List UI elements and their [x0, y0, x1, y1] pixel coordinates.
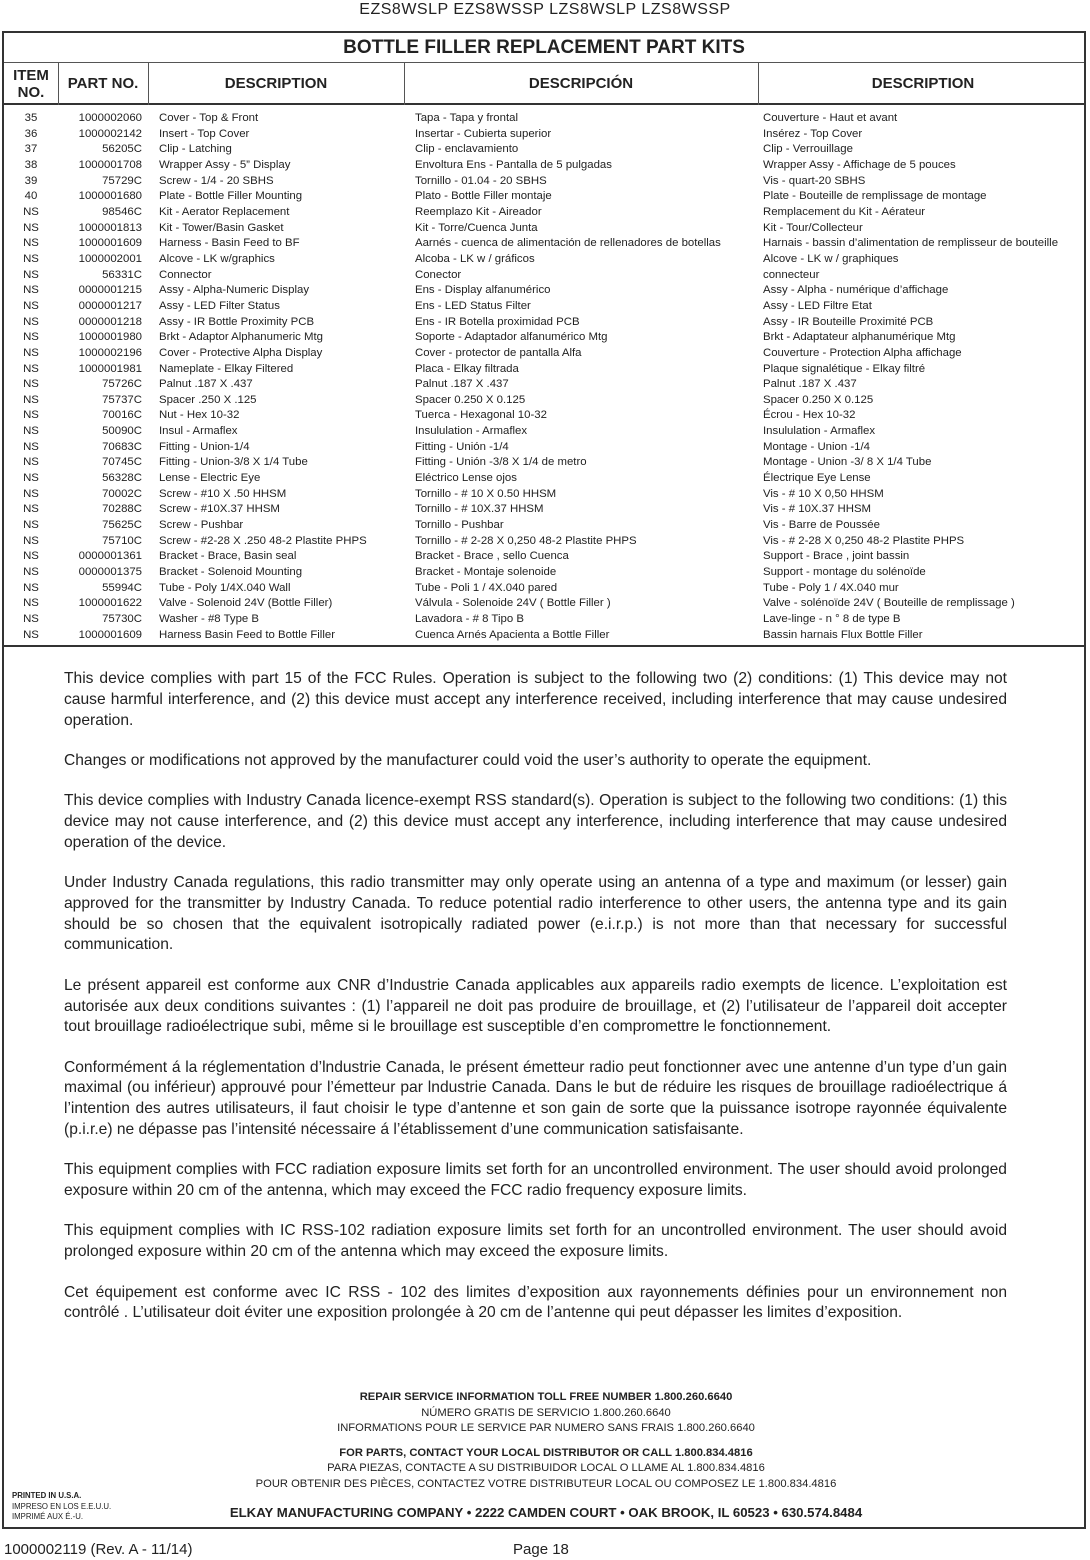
description-fr-cell: Écrou - Hex 10-32: [763, 409, 856, 422]
header-description-es: DESCRIPCIÓN: [528, 75, 634, 92]
description-en-cell: Screw - Pushbar: [159, 519, 244, 532]
description-fr-cell: Insululation - Armaflex: [763, 425, 876, 438]
item-number-cell: NS: [23, 597, 39, 610]
description-fr-cell: Montage - Union -1/4: [763, 440, 871, 453]
part-number-cell: 0000001217: [78, 299, 142, 312]
notice-paragraph: Le présent appareil est conforme aux CNR d’Industrie Canada applicables aux appareils radio exempts de licence. L’exploitation est autorisée aux deux conditions suivantes : (1) l’appareil ne doit pas produire de brouillage, et (2) l’utilisateur de l’appareil doit accepter tout brouillage radioélectrique subi, même si le brouillage est susceptible d’en compromettre le fonctionnement.: [64, 976, 1007, 1036]
description-es-cell: Tornillo - # 10X.37 HHSM: [415, 503, 544, 516]
item-number-cell: 35: [24, 112, 38, 124]
description-es-cell: Soporte - Adaptador alfanumérico Mtg: [415, 331, 608, 344]
description-fr-cell: Couverture - Protection Alpha affichage: [763, 346, 962, 359]
description-fr-cell: Insérez - Top Cover: [763, 127, 863, 140]
parts-line-fr: POUR OBTENIR DES PIÈCES, CONTACTEZ VOTRE DISTRIBUTEUR LOCAL OU COMPOSEZ LE 1.800.834.4816: [255, 1477, 837, 1490]
part-number-cell: 1000001981: [78, 362, 142, 375]
description-fr-cell: Vis - # 10X.37 HHSM: [763, 503, 872, 516]
parts-line-es: PARA PIEZAS, CONTACTE A SU DISTRIBUIDOR LOCAL O LLAME AL 1.800.834.4816: [327, 1462, 765, 1474]
description-en-cell: Insert - Top Cover: [159, 127, 250, 140]
printed-es: IMPRESO EN LOS E.E.U.U.: [12, 1501, 112, 1511]
part-number-cell: 70745C: [102, 456, 142, 469]
description-en-cell: Screw - 1/4 - 20 SBHS: [159, 174, 274, 187]
service-information: [4, 1390, 1088, 1492]
repair-line-es: NÚMERO GRATIS DE SERVICIO 1.800.260.6640: [421, 1406, 671, 1419]
description-es-cell: Tapa - Tapa y frontal: [415, 112, 518, 124]
description-en-cell: Spacer .250 X .125: [159, 393, 257, 406]
table-bottom-rule: [4, 645, 1084, 647]
item-number-cell: NS: [23, 362, 39, 375]
page-number: Page 18: [513, 1541, 569, 1558]
description-fr-cell: Tube - Poly 1 / 4X.040 mur: [763, 581, 899, 594]
item-number-cell: NS: [23, 409, 39, 422]
description-es-cell: Tornillo - 01.04 - 20 SBHS: [415, 174, 547, 187]
description-fr-cell: connecteur: [763, 268, 820, 281]
description-fr-cell: Harnais - bassin d’alimentation de remplisseur de bouteille: [763, 237, 1059, 250]
item-number-cell: NS: [23, 284, 39, 297]
description-en-cell: Assy - IR Bottle Proximity PCB: [159, 315, 315, 328]
printed-fr: IMPRIMÉ AUX É.-U.: [12, 1512, 84, 1522]
notice-paragraph: This device complies with part 15 of the FCC Rules. Operation is subject to the following two (2) conditions: (1) This device may not cause harmful interference, and (2) this device must accept any interference received, including interference that may cause undesired operation.: [64, 670, 1007, 729]
description-fr-cell: Kit - Tour/Collecteur: [763, 221, 863, 234]
part-number-cell: 1000001609: [78, 628, 142, 641]
part-number-cell: 1000001622: [78, 597, 142, 610]
description-es-cell: Tornillo - Pushbar: [415, 519, 504, 532]
description-fr-cell: Palnut .187 X .437: [763, 378, 857, 391]
part-number-cell: 98546C: [102, 205, 142, 218]
description-en-cell: Assy - LED Filter Status: [159, 299, 280, 312]
header-item-no: ITEM NO.: [13, 66, 49, 101]
item-number-cell: NS: [23, 205, 39, 218]
description-fr-cell: Électrique Eye Lense: [763, 472, 871, 485]
part-number-cell: 75726C: [102, 378, 142, 391]
item-number-cell: 40: [24, 190, 38, 203]
part-number-cell: 1000001980: [78, 331, 142, 344]
description-es-cell: Eléctrico Lense ojos: [415, 472, 517, 485]
item-number-cell: NS: [23, 550, 39, 563]
description-es-cell: Plato - Bottle Filler montaje: [415, 190, 552, 203]
item-number-cell: NS: [23, 503, 39, 516]
part-number-cell: 56331C: [102, 268, 142, 281]
repair-line-en: REPAIR SERVICE INFORMATION TOLL FREE NUMBER 1.800.260.6640: [359, 1391, 733, 1403]
description-en-cell: Screw - #2-28 X .250 48-2 Plastite PHPS: [159, 534, 367, 547]
parts-table-frame: [2, 31, 1086, 1529]
part-number-cell: 0000001361: [78, 550, 142, 563]
description-en-cell: Lense - Electric Eye: [159, 472, 261, 485]
item-number-cell: NS: [23, 315, 39, 328]
description-en-cell: Insul - Armaflex: [159, 425, 238, 438]
item-number-cell: NS: [23, 566, 39, 579]
header-part-no: PART NO.: [67, 75, 139, 92]
column-divider: [58, 62, 59, 105]
part-number-cell: 0000001375: [78, 566, 142, 579]
item-number-cell: NS: [23, 237, 39, 250]
description-fr-cell: Plaque signalétique - Elkay filtré: [763, 362, 926, 375]
description-es-column: [415, 111, 760, 643]
item-number-cell: NS: [23, 331, 39, 344]
description-fr-cell: Brkt - Adaptateur alphanumérique Mtg: [763, 331, 956, 344]
table-body: [4, 111, 1084, 645]
part-number-cell: 75737C: [102, 393, 142, 406]
description-en-cell: Tube - Poly 1/4X.040 Wall: [159, 581, 291, 594]
description-fr-cell: Vis - quart-20 SBHS: [763, 174, 866, 187]
description-es-cell: Ens - LED Status Filter: [415, 299, 531, 312]
item-number-cell: NS: [23, 472, 39, 485]
description-fr-cell: Vis - Barre de Poussée: [763, 519, 880, 532]
part-number-cell: 1000002142: [78, 127, 142, 140]
description-es-cell: Fitting - Unión -1/4: [415, 440, 509, 453]
description-es-cell: Reemplazo Kit - Aireador: [415, 205, 542, 218]
item-number-cell: NS: [23, 252, 39, 265]
description-en-cell: Plate - Bottle Filler Mounting: [159, 190, 303, 203]
item-number-cell: NS: [23, 346, 39, 359]
description-fr-cell: Clip - Verrouillage: [763, 143, 853, 156]
description-fr-cell: Wrapper Assy - Affichage de 5 pouces: [763, 158, 956, 171]
description-en-cell: Wrapper Assy - 5” Display: [159, 158, 291, 171]
description-en-cell: Bracket - Solenoid Mounting: [159, 566, 303, 579]
description-fr-cell: Support - Brace , joint bassin: [763, 550, 910, 563]
notice-paragraph: Under Industry Canada regulations, this radio transmitter may only operate using an antenna of a type and maximum (or lesser) gain approved for the transmitter by Industry Canada. To reduce potential radio interference to other users, the antenna type and its gain should be so chosen that the equivalent isotropically radiated power (e.i.r.p.) is not more than that necessary for successful communication.: [64, 874, 1007, 954]
description-es-cell: Lavadora - # 8 Tipo B: [415, 613, 524, 625]
description-es-cell: Ens - Display alfanumérico: [415, 284, 551, 297]
column-divider: [758, 62, 759, 105]
item-number-cell: 38: [24, 158, 38, 171]
item-number-cell: NS: [23, 613, 39, 625]
part-number-cell: 75730C: [102, 613, 142, 625]
column-divider: [404, 62, 405, 105]
description-es-cell: Tornillo - # 2-28 X 0,250 48-2 Plastite PHPS: [415, 534, 637, 547]
description-es-cell: Bracket - Montaje solenoide: [415, 566, 557, 579]
notice-paragraph: Conformément á la réglementation d’lndustrie Canada, le présent émetteur radio peut fonctionner avec une antenne d’un type d’un gain maximal (ou inférieur) approuvé pour l’émetteur par lndustrie Canada. Dans le but de réduire les risques de brouillage radioélectrique á l’intention des autres utilisateurs, il faut choisir le type d’antenne et son gain de sorte que la puissance isotrope rayonnée équivalente (p.i.r.e) ne dépasse pas l’intensité nécessaire á l’établissement d’une communication satisfaisante.: [64, 1058, 1007, 1139]
part-number-cell: 1000001813: [78, 221, 142, 234]
item-number-cell: 37: [24, 143, 38, 156]
item-number-cell: NS: [23, 425, 39, 438]
description-en-cell: Clip - Latching: [159, 143, 232, 156]
item-number-cell: NS: [23, 393, 39, 406]
description-en-cell: Nut - Hex 10-32: [159, 409, 240, 422]
part-number-cell: 70683C: [102, 440, 142, 453]
item-number-cell: NS: [23, 628, 39, 641]
description-fr-cell: Lave-linge - n ° 8 de type B: [763, 613, 901, 625]
part-number-cell: 70288C: [102, 503, 142, 516]
description-en-cell: Valve - Solenoid 24V (Bottle Filler): [159, 597, 333, 610]
part-number-cell: 75710C: [102, 534, 142, 547]
table-header-row: [4, 62, 1084, 105]
description-fr-cell: Bassin harnais Flux Bottle Filler: [763, 628, 923, 641]
item-number-cell: 36: [24, 127, 38, 140]
description-en-cell: Fitting - Union-1/4: [159, 440, 250, 453]
part-number-cell: 1000002001: [78, 252, 142, 265]
description-en-cell: Washer - #8 Type B: [159, 613, 260, 625]
parts-line-en: FOR PARTS, CONTACT YOUR LOCAL DISTRIBUTOR OR CALL 1.800.834.4816: [339, 1446, 753, 1459]
notice-paragraph: Cet équipement est conforme avec IC RSS - 102 des limites d’exposition aux rayonnements définies pour un environnement non contrôlé . L’utilisateur doit éviter une exposition prolongée à 20 cm de l’antenne qui peut dépasser les limites d’exposition.: [64, 1283, 1007, 1322]
description-en-cell: Bracket - Brace, Basin seal: [159, 550, 297, 563]
description-fr-cell: Valve - solénoïde 24V ( Bouteille de remplissage ): [763, 597, 1015, 610]
description-fr-cell: Vis - # 2-28 X 0,250 48-2 Plastite PHPS: [763, 534, 965, 547]
description-en-cell: Assy - Alpha-Numeric Display: [159, 284, 310, 297]
description-es-cell: Fitting - Unión -3/8 X 1/4 de metro: [415, 456, 587, 469]
part-number-cell: 70002C: [102, 487, 142, 500]
header-description-en: DESCRIPTION: [224, 75, 328, 92]
description-es-cell: Conector: [415, 268, 462, 281]
description-es-cell: Bracket - Brace , sello Cuenca: [415, 550, 569, 563]
table-title: BOTTLE FILLER REPLACEMENT PART KITS: [343, 37, 745, 58]
description-fr-cell: Assy - LED Filtre Etat: [763, 299, 872, 312]
regulatory-notices: [64, 669, 1007, 1344]
description-en-cell: Screw - #10X.37 HHSM: [159, 503, 280, 516]
description-es-cell: Placa - Elkay filtrada: [415, 362, 519, 375]
item-number-cell: NS: [23, 440, 39, 453]
description-es-cell: Spacer 0.250 X 0.125: [415, 393, 526, 406]
description-fr-cell: Plate - Bouteille de remplissage de montage: [763, 190, 987, 203]
description-es-cell: Tuerca - Hexagonal 10-32: [415, 409, 547, 422]
description-en-cell: Palnut .187 X .437: [159, 378, 253, 391]
description-fr-cell: Assy - IR Bouteille Proximité PCB: [763, 315, 934, 328]
part-number-cell: 75729C: [102, 174, 142, 187]
description-es-cell: Tube - Poli 1 / 4X.040 pared: [415, 581, 558, 594]
description-en-cell: Harness - Basin Feed to BF: [159, 237, 300, 250]
notice-paragraph: This device complies with Industry Canada licence-exempt RSS standard(s). Operation is subject to the following two conditions: (1) this device may not cause interference, and (2) this device must accept any interference, including interference that may cause undesired operation of the device.: [64, 792, 1007, 851]
description-fr-cell: Couverture - Haut et avant: [763, 112, 898, 124]
part-number-cell: 1000001680: [78, 190, 142, 203]
part-number-column: [58, 111, 142, 643]
company-address: ELKAY MANUFACTURING COMPANY • 2222 CAMDEN COURT • OAK BROOK, IL 60523 • 630.574.8484: [229, 1505, 863, 1520]
item-number-cell: 39: [24, 174, 38, 187]
part-number-cell: 0000001215: [78, 284, 142, 297]
description-es-cell: Kit - Torre/Cuenca Junta: [415, 221, 538, 234]
description-en-column: [159, 111, 404, 643]
description-en-cell: Screw - #10 X .50 HHSM: [159, 487, 287, 500]
model-numbers: EZS8WSLP EZS8WSSP LZS8WSLP LZS8WSSP: [359, 1, 731, 18]
description-es-cell: Alcoba - LK w / gráficos: [415, 252, 535, 265]
description-fr-cell: Montage - Union -3/ 8 X 1/4 Tube: [763, 456, 932, 469]
description-fr-cell: Assy - Alpha - numérique d’affichage: [763, 284, 949, 297]
description-en-cell: Cover - Top & Front: [159, 112, 259, 124]
item-number-cell: NS: [23, 221, 39, 234]
item-number-cell: NS: [23, 519, 39, 532]
description-en-cell: Fitting - Union-3/8 X 1/4 Tube: [159, 456, 308, 469]
description-fr-cell: Vis - # 10 X 0,50 HHSM: [763, 487, 884, 500]
description-fr-cell: Remplacement du Kit - Aérateur: [763, 205, 926, 218]
description-es-cell: Insululation - Armaflex: [415, 425, 528, 438]
part-number-cell: 1000002060: [78, 112, 142, 124]
item-number-column: [4, 111, 58, 643]
item-number-cell: NS: [23, 581, 39, 594]
part-number-cell: 55994C: [102, 581, 142, 594]
part-number-cell: 50090C: [102, 425, 142, 438]
part-number-cell: 56328C: [102, 472, 142, 485]
repair-line-fr: INFORMATIONS POUR LE SERVICE PAR NUMERO SANS FRAIS 1.800.260.6640: [337, 1422, 755, 1434]
description-en-cell: Harness Basin Feed to Bottle Filler: [159, 628, 335, 641]
description-es-cell: Envoltura Ens - Pantalla de 5 pulgadas: [415, 158, 612, 171]
description-es-cell: Válvula - Solenoide 24V ( Bottle Filler ): [415, 597, 611, 610]
description-es-cell: Palnut .187 X .437: [415, 378, 509, 391]
description-es-cell: Insertar - Cubierta superior: [415, 127, 552, 140]
part-number-cell: 70016C: [102, 409, 142, 422]
description-en-cell: Cover - Protective Alpha Display: [159, 346, 323, 359]
description-fr-cell: Spacer 0.250 X 0.125: [763, 393, 874, 406]
description-es-cell: Cover - protector de pantalla Alfa: [415, 346, 582, 359]
item-number-cell: NS: [23, 378, 39, 391]
printed-en: PRINTED IN U.S.A.: [12, 1491, 82, 1500]
description-en-cell: Alcove - LK w/graphics: [159, 252, 275, 265]
column-divider: [148, 62, 149, 105]
description-es-cell: Tornillo - # 10 X 0.50 HHSM: [415, 487, 557, 500]
description-es-cell: Cuenca Arnés Apacienta a Bottle Filler: [415, 628, 610, 641]
item-number-cell: NS: [23, 534, 39, 547]
description-en-cell: Brkt - Adaptor Alphanumeric Mtg: [159, 331, 323, 344]
notice-paragraph: Changes or modifications not approved by the manufacturer could void the user’s authority to operate the equipment.: [64, 751, 872, 769]
description-fr-cell: Support - montage du solénoïde: [763, 566, 926, 579]
description-en-cell: Kit - Aerator Replacement: [159, 205, 290, 218]
item-number-cell: NS: [23, 268, 39, 281]
item-number-cell: NS: [23, 299, 39, 312]
description-en-cell: Connector: [159, 268, 212, 281]
description-en-cell: Kit - Tower/Basin Gasket: [159, 221, 284, 234]
description-fr-cell: Alcove - LK w / graphiques: [763, 252, 899, 265]
description-es-cell: Ens - IR Botella proximidad PCB: [415, 315, 580, 328]
part-number-cell: 1000001708: [78, 158, 142, 171]
description-es-cell: Aarnés - cuenca de alimentación de rellenadores de botellas: [415, 237, 721, 250]
header-description-fr: DESCRIPTION: [871, 75, 975, 92]
part-number-cell: 0000001218: [78, 315, 142, 328]
part-number-cell: 1000002196: [78, 346, 142, 359]
item-number-cell: NS: [23, 487, 39, 500]
description-en-cell: Nameplate - Elkay Filtered: [159, 362, 294, 375]
part-number-cell: 1000001609: [78, 237, 142, 250]
document-number: 1000002119 (Rev. A - 11/14): [4, 1541, 193, 1558]
notice-paragraph: This equipment complies with IC RSS-102 radiation exposure limits set forth for an uncontrolled environment. The user should avoid prolonged exposure within 20 cm of the antenna which may exceed the exposure limits.: [64, 1222, 1007, 1261]
item-number-cell: NS: [23, 456, 39, 469]
notice-paragraph: This equipment complies with FCC radiation exposure limits set forth for an uncontrolled environment. The user should avoid prolonged exposure within 20 cm of the antenna, which may exceed the FCC radio frequency exposure limits.: [64, 1161, 1007, 1200]
description-es-cell: Clip - enclavamiento: [415, 143, 519, 156]
description-fr-column: [763, 111, 1088, 643]
part-number-cell: 56205C: [102, 143, 142, 156]
part-number-cell: 75625C: [102, 519, 142, 532]
